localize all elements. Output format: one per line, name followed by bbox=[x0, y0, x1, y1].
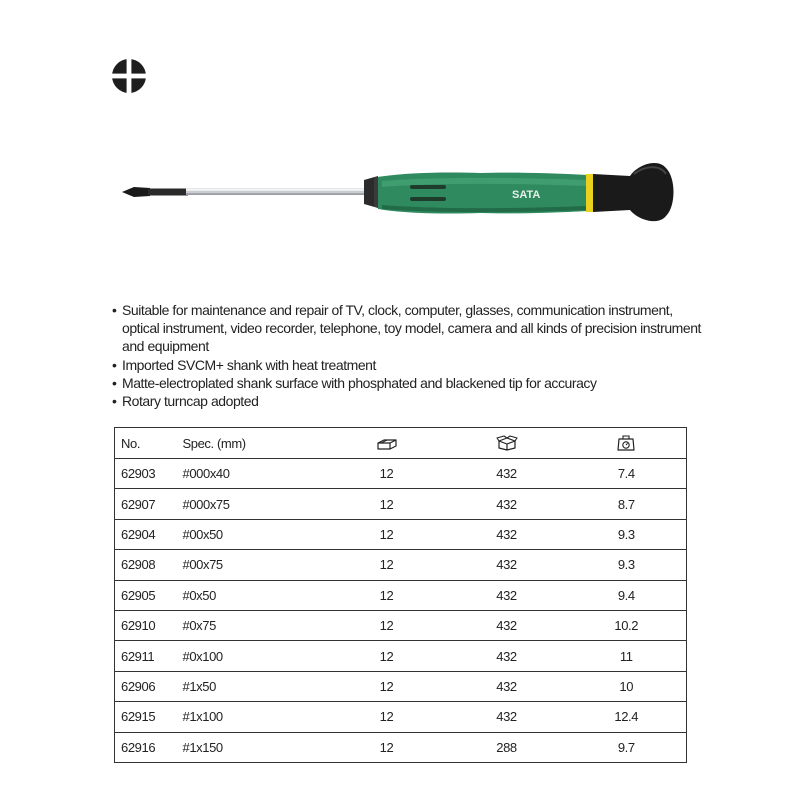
feature-item: • Imported SVCM+ shank with heat treatment bbox=[112, 356, 376, 373]
cell-weight: 12.4 bbox=[567, 702, 687, 732]
table-row bbox=[115, 671, 687, 701]
cell-no: 62908 bbox=[115, 550, 179, 580]
header-weight bbox=[567, 428, 687, 459]
cell-no: 62905 bbox=[115, 580, 179, 610]
table-row bbox=[115, 641, 687, 671]
cell-spec: #0x75 bbox=[179, 610, 327, 640]
brand-logo: SATA bbox=[512, 189, 541, 201]
cell-inner-pack: 12 bbox=[327, 580, 447, 610]
cell-inner-pack: 12 bbox=[327, 489, 447, 519]
phillips-tip-icon bbox=[111, 58, 147, 94]
header-spec: Spec. (mm) bbox=[179, 428, 327, 459]
cell-spec: #00x50 bbox=[179, 519, 327, 549]
cell-spec: #00x75 bbox=[179, 550, 327, 580]
cell-spec: #000x75 bbox=[179, 489, 327, 519]
cell-inner-pack: 12 bbox=[327, 641, 447, 671]
table-row bbox=[115, 702, 687, 732]
cell-no: 62910 bbox=[115, 610, 179, 640]
inner-box-icon bbox=[376, 437, 398, 451]
cell-spec: #1x50 bbox=[179, 671, 327, 701]
cell-weight: 7.4 bbox=[567, 459, 687, 489]
table-row bbox=[115, 732, 687, 762]
bullet-icon: • bbox=[112, 302, 117, 318]
cell-spec: #0x50 bbox=[179, 580, 327, 610]
feature-item: • Suitable for maintenance and repair of TV, clock, computer, glasses, communication instrument, optical instrument, video recorder, telephone, toy model, camera and all kinds of precision instrument and equipment bbox=[112, 302, 701, 355]
header-carton bbox=[447, 428, 567, 459]
cell-no: 62915 bbox=[115, 702, 179, 732]
cell-spec: #1x100 bbox=[179, 702, 327, 732]
cell-carton: 432 bbox=[447, 702, 567, 732]
cell-carton: 432 bbox=[447, 641, 567, 671]
feature-item: • Rotary turncap adopted bbox=[112, 393, 259, 410]
cell-carton: 432 bbox=[447, 610, 567, 640]
cell-weight: 8.7 bbox=[567, 489, 687, 519]
cell-spec: #000x40 bbox=[179, 459, 327, 489]
cell-inner-pack: 12 bbox=[327, 702, 447, 732]
feature-item: • Matte-electroplated shank surface with phosphated and blackened tip for accuracy bbox=[112, 374, 597, 391]
cell-carton: 432 bbox=[447, 550, 567, 580]
cell-inner-pack: 12 bbox=[327, 671, 447, 701]
cell-weight: 9.7 bbox=[567, 732, 687, 762]
cell-spec: #0x100 bbox=[179, 641, 327, 671]
spec-table bbox=[114, 427, 687, 763]
cell-spec: #1x150 bbox=[179, 732, 327, 762]
cell-carton: 432 bbox=[447, 671, 567, 701]
cell-weight: 9.4 bbox=[567, 580, 687, 610]
table-row bbox=[115, 489, 687, 519]
cell-weight: 11 bbox=[567, 641, 687, 671]
bullet-icon: • bbox=[112, 374, 117, 391]
cell-no: 62906 bbox=[115, 671, 179, 701]
cell-inner-pack: 12 bbox=[327, 519, 447, 549]
screwdriver-image bbox=[110, 150, 690, 230]
cell-weight: 9.3 bbox=[567, 550, 687, 580]
cell-carton: 432 bbox=[447, 519, 567, 549]
cell-weight: 10.2 bbox=[567, 610, 687, 640]
scale-weight-icon bbox=[617, 435, 635, 451]
cell-carton: 432 bbox=[447, 459, 567, 489]
cell-inner-pack: 12 bbox=[327, 610, 447, 640]
bullet-icon: • bbox=[112, 356, 117, 373]
cell-carton: 432 bbox=[447, 580, 567, 610]
cell-weight: 10 bbox=[567, 671, 687, 701]
table-row bbox=[115, 550, 687, 580]
feature-list bbox=[112, 301, 712, 410]
cell-inner-pack: 12 bbox=[327, 732, 447, 762]
bullet-icon: • bbox=[112, 393, 117, 410]
table-row bbox=[115, 519, 687, 549]
table-row bbox=[115, 610, 687, 640]
table-row bbox=[115, 459, 687, 489]
cell-carton: 432 bbox=[447, 489, 567, 519]
table-header-row bbox=[115, 428, 687, 459]
cell-inner-pack: 12 bbox=[327, 459, 447, 489]
table-row bbox=[115, 580, 687, 610]
cell-no: 62904 bbox=[115, 519, 179, 549]
cell-weight: 9.3 bbox=[567, 519, 687, 549]
cell-no: 62907 bbox=[115, 489, 179, 519]
header-no: No. bbox=[115, 428, 179, 459]
cell-no: 62903 bbox=[115, 459, 179, 489]
cell-inner-pack: 12 bbox=[327, 550, 447, 580]
header-inner-pack bbox=[327, 428, 447, 459]
cell-carton: 288 bbox=[447, 732, 567, 762]
cell-no: 62916 bbox=[115, 732, 179, 762]
cell-no: 62911 bbox=[115, 641, 179, 671]
carton-box-icon bbox=[496, 435, 518, 451]
